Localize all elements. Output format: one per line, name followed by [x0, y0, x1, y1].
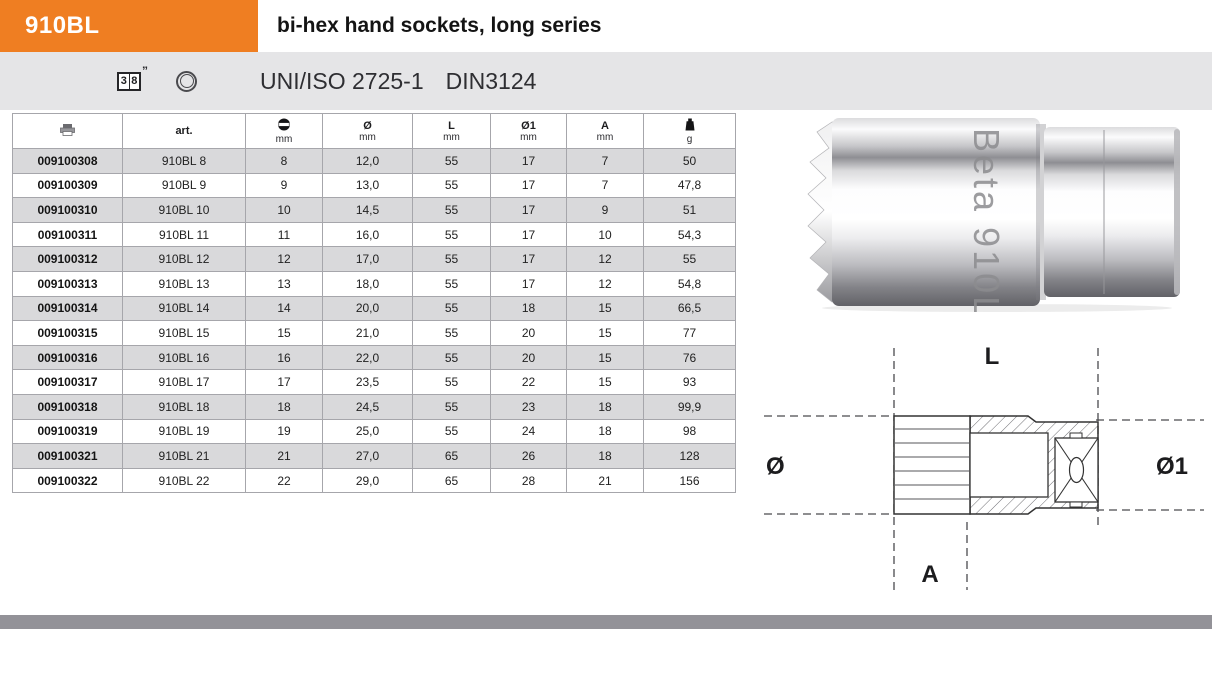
cell-socket-depth: 15 [567, 321, 644, 346]
cell-art: 910BL 17 [123, 370, 246, 395]
cell-weight: 128 [644, 444, 736, 469]
header-weight: g [644, 114, 736, 149]
cell-weight: 156 [644, 468, 736, 493]
technical-diagram [752, 330, 1212, 602]
table-row [13, 321, 736, 346]
cell-art: 910BL 18 [123, 394, 246, 419]
table-row [13, 345, 736, 370]
cell-socket-depth: 18 [567, 444, 644, 469]
cell-hex-size: 18 [246, 394, 323, 419]
cell-socket-depth: 15 [567, 345, 644, 370]
cell-art: 910BL 15 [123, 321, 246, 346]
cell-diameter: 17,0 [323, 247, 413, 272]
table-row [13, 173, 736, 198]
cell-art: 910BL 13 [123, 271, 246, 296]
cell-weight: 99,9 [644, 394, 736, 419]
table-row [13, 247, 736, 272]
table-row [13, 296, 736, 321]
cell-length: 55 [413, 419, 491, 444]
standard-uni-iso: UNI/ISO 2725-1 [260, 67, 424, 94]
standards-text [260, 68, 536, 95]
cell-product-code: 009100316 [13, 345, 123, 370]
cell-diameter: 29,0 [323, 468, 413, 493]
header-art: art. [123, 114, 246, 149]
cell-socket-depth: 10 [567, 222, 644, 247]
cell-weight: 47,8 [644, 173, 736, 198]
cell-drive-diameter: 22 [491, 370, 567, 395]
cell-art: 910BL 21 [123, 444, 246, 469]
cell-length: 55 [413, 370, 491, 395]
cell-product-code: 009100318 [13, 394, 123, 419]
cell-product-code: 009100310 [13, 198, 123, 223]
cell-drive-diameter: 18 [491, 296, 567, 321]
cell-hex-size: 8 [246, 149, 323, 174]
cell-socket-depth: 21 [567, 468, 644, 493]
cell-weight: 66,5 [644, 296, 736, 321]
header-drive-diameter: Ø1 mm [491, 114, 567, 149]
cell-diameter: 14,5 [323, 198, 413, 223]
hex-size-icon [277, 118, 291, 131]
cell-socket-depth: 18 [567, 394, 644, 419]
table-row [13, 444, 736, 469]
cell-hex-size: 14 [246, 296, 323, 321]
cell-hex-size: 19 [246, 419, 323, 444]
product-photo [802, 112, 1187, 312]
cell-drive-diameter: 17 [491, 271, 567, 296]
header-product-code [13, 114, 123, 149]
cell-weight: 77 [644, 321, 736, 346]
cell-hex-size: 11 [246, 222, 323, 247]
table-header [13, 114, 736, 149]
cell-art: 910BL 12 [123, 247, 246, 272]
cell-socket-depth: 7 [567, 173, 644, 198]
label-diameter: Ø [766, 453, 785, 480]
cell-socket-depth: 12 [567, 247, 644, 272]
cell-product-code: 009100313 [13, 271, 123, 296]
table-body [13, 149, 736, 493]
cell-product-code: 009100312 [13, 247, 123, 272]
cell-diameter: 23,5 [323, 370, 413, 395]
standard-din: DIN3124 [445, 67, 537, 94]
cell-product-code: 009100311 [13, 222, 123, 247]
header-socket-depth: A mm [567, 114, 644, 149]
cell-length: 55 [413, 247, 491, 272]
cell-drive-diameter: 20 [491, 321, 567, 346]
cell-product-code: 009100317 [13, 370, 123, 395]
product-code-icon [59, 123, 76, 137]
section-square-drive [1055, 433, 1098, 507]
cell-weight: 51 [644, 198, 736, 223]
section-cavity [970, 433, 1048, 497]
table-row [13, 149, 736, 174]
bottom-separator-bar [0, 615, 1212, 629]
cell-hex-size: 17 [246, 370, 323, 395]
cell-art: 910BL 9 [123, 173, 246, 198]
cell-product-code: 009100314 [13, 296, 123, 321]
cell-diameter: 12,0 [323, 149, 413, 174]
cell-drive-diameter: 17 [491, 149, 567, 174]
cell-art: 910BL 19 [123, 419, 246, 444]
cell-socket-depth: 18 [567, 419, 644, 444]
cell-diameter: 22,0 [323, 345, 413, 370]
cell-art: 910BL 14 [123, 296, 246, 321]
cell-drive-diameter: 17 [491, 247, 567, 272]
cell-diameter: 21,0 [323, 321, 413, 346]
cell-drive-diameter: 28 [491, 468, 567, 493]
cell-product-code: 009100315 [13, 321, 123, 346]
socket-drive-end [1044, 127, 1180, 297]
ring-profile-icon [176, 71, 197, 92]
cell-diameter: 18,0 [323, 271, 413, 296]
cell-product-code: 009100308 [13, 149, 123, 174]
cell-length: 55 [413, 321, 491, 346]
cell-length: 55 [413, 296, 491, 321]
cell-diameter: 25,0 [323, 419, 413, 444]
table-row [13, 419, 736, 444]
cell-socket-depth: 9 [567, 198, 644, 223]
cell-drive-diameter: 17 [491, 173, 567, 198]
table-row [13, 271, 736, 296]
cell-weight: 54,8 [644, 271, 736, 296]
cell-weight: 50 [644, 149, 736, 174]
cell-product-code: 009100319 [13, 419, 123, 444]
cell-hex-size: 16 [246, 345, 323, 370]
cell-length: 65 [413, 444, 491, 469]
cell-length: 55 [413, 198, 491, 223]
drive-denominator: 8 [129, 74, 140, 89]
cell-diameter: 27,0 [323, 444, 413, 469]
label-length: L [984, 343, 1000, 370]
cell-weight: 54,3 [644, 222, 736, 247]
cell-hex-size: 13 [246, 271, 323, 296]
cell-weight: 93 [644, 370, 736, 395]
cell-diameter: 24,5 [323, 394, 413, 419]
table-row [13, 468, 736, 493]
cell-length: 55 [413, 149, 491, 174]
inch-mark: ” [142, 64, 148, 78]
family-code: 910BL [25, 12, 100, 39]
cell-product-code: 009100321 [13, 444, 123, 469]
page-title: bi-hex hand sockets, long series [277, 14, 602, 37]
cell-art: 910BL 8 [123, 149, 246, 174]
table-row [13, 370, 736, 395]
socket-engraving: Beta 910L [966, 128, 1007, 312]
cell-weight: 55 [644, 247, 736, 272]
cell-weight: 98 [644, 419, 736, 444]
label-drive-diameter: Ø1 [1156, 453, 1189, 480]
table-row [13, 394, 736, 419]
cell-socket-depth: 12 [567, 271, 644, 296]
cell-length: 55 [413, 173, 491, 198]
header-length: L mm [413, 114, 491, 149]
cell-product-code: 009100322 [13, 468, 123, 493]
standards-band [0, 52, 1212, 110]
cell-length: 55 [413, 345, 491, 370]
cell-drive-diameter: 17 [491, 198, 567, 223]
cell-length: 55 [413, 222, 491, 247]
cell-length: 55 [413, 271, 491, 296]
cell-hex-size: 22 [246, 468, 323, 493]
cell-diameter: 16,0 [323, 222, 413, 247]
cell-drive-diameter: 23 [491, 394, 567, 419]
table-row [13, 198, 736, 223]
socket-bihex-face [808, 122, 836, 302]
cell-socket-depth: 15 [567, 296, 644, 321]
square-drive-size-icon [117, 72, 141, 91]
socket-body [832, 118, 1040, 306]
cell-socket-depth: 7 [567, 149, 644, 174]
cell-art: 910BL 16 [123, 345, 246, 370]
family-code-block [0, 0, 258, 52]
header-hex-size: mm [246, 114, 323, 149]
cell-product-code: 009100309 [13, 173, 123, 198]
label-socket-depth: A [921, 561, 939, 588]
cell-weight: 76 [644, 345, 736, 370]
cell-hex-size: 15 [246, 321, 323, 346]
cell-hex-size: 12 [246, 247, 323, 272]
cell-drive-diameter: 20 [491, 345, 567, 370]
cell-diameter: 13,0 [323, 173, 413, 198]
cell-diameter: 20,0 [323, 296, 413, 321]
cell-length: 65 [413, 468, 491, 493]
product-table [12, 113, 736, 493]
cell-hex-size: 10 [246, 198, 323, 223]
header-diameter: Ø mm [323, 114, 413, 149]
cell-socket-depth: 15 [567, 370, 644, 395]
drive-numerator: 3 [120, 75, 127, 87]
cell-art: 910BL 22 [123, 468, 246, 493]
table-row [13, 222, 736, 247]
cell-art: 910BL 11 [123, 222, 246, 247]
cell-drive-diameter: 24 [491, 419, 567, 444]
cell-art: 910BL 10 [123, 198, 246, 223]
cell-drive-diameter: 17 [491, 222, 567, 247]
cell-hex-size: 9 [246, 173, 323, 198]
cell-length: 55 [413, 394, 491, 419]
cell-hex-size: 21 [246, 444, 323, 469]
weight-icon [685, 118, 695, 131]
cell-drive-diameter: 26 [491, 444, 567, 469]
